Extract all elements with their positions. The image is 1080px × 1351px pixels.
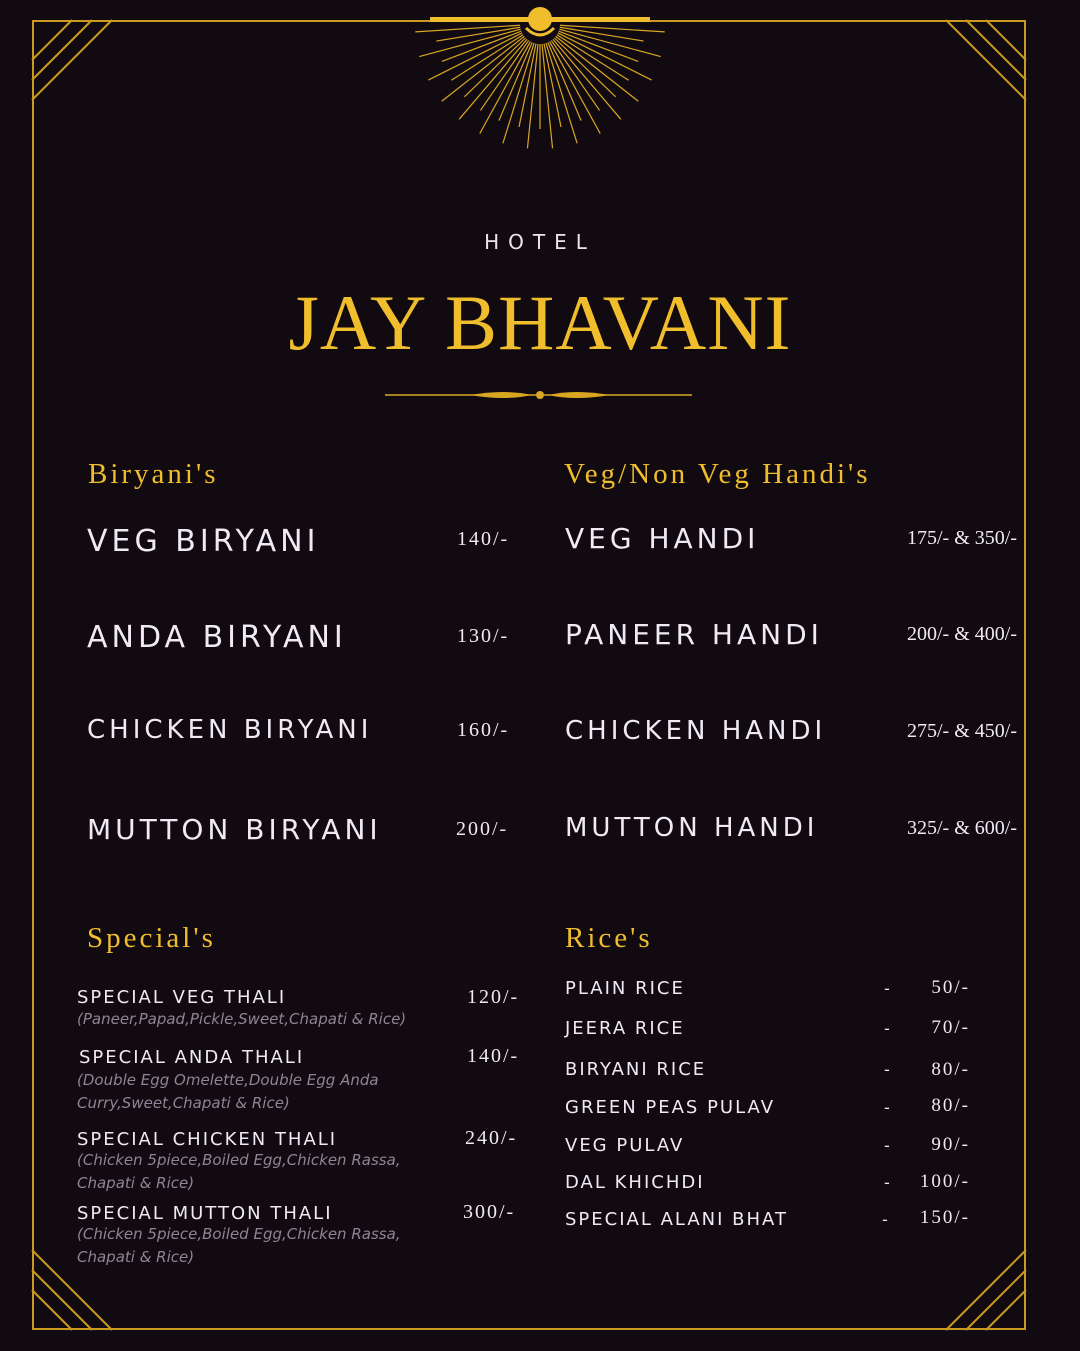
menu-item-name: VEG BIRYANI [87,524,320,559]
rice-item-dash: - [884,1173,890,1192]
sunburst-ray [551,40,599,110]
title-divider [385,391,692,399]
sunburst-ray [415,25,520,32]
menu-item-price: 200/- [456,818,509,840]
menu-item-name: CHICKEN HANDI [565,716,827,746]
rice-item-name: PLAIN RICE [565,978,685,999]
special-item-name: SPECIAL VEG THALI [77,987,287,1008]
sunburst-ray [480,42,531,134]
special-item-description: (Chicken 5piece,Boiled Egg,Chicken Rassa, Chapati & Rice) [77,1151,401,1192]
sunburst-ray [559,31,638,61]
hotel-eyebrow: HOTEL [484,230,596,254]
menu-item-name: CHICKEN BIRYANI [87,715,373,745]
corner-line [32,20,112,100]
rice-item-price: 70/- [931,1017,970,1038]
special-item-price: 300/- [463,1201,516,1223]
menu-item-name: PANEER HANDI [565,618,823,651]
handi-heading: Veg/Non Veg Handi's [564,458,871,490]
menu-item-price: 325/- & 600/- [907,817,1017,839]
sunburst-ray [560,25,665,32]
top-bar [430,17,650,22]
sunburst-ray [480,40,528,110]
menu-item-price: 175/- & 350/- [907,527,1017,549]
menu-item-price: 275/- & 450/- [907,720,1017,742]
menu-item-price: 140/- [457,528,510,550]
special-item-price: 120/- [467,986,520,1008]
corner-line [986,1290,1026,1330]
rice-heading: Rice's [565,922,653,954]
sunburst-ray [442,31,521,61]
menu-item-price: 160/- [457,719,510,741]
rice-item-dash: - [884,1019,890,1038]
rice-item-dash: - [884,1136,890,1155]
rice-item-dash: - [884,979,890,998]
rice-item-name: JEERA RICE [565,1018,685,1039]
sunburst-ray [499,42,532,120]
corner-line [32,20,72,60]
menu-item-price: 130/- [457,625,510,647]
corner-line [946,20,1026,100]
special-item-description: (Paneer,Papad,Pickle,Sweet,Chapati & Rice) [77,1010,407,1028]
corner-line [32,1290,72,1330]
menu-item-name: VEG HANDI [565,522,760,555]
menu-item-name: MUTTON BIRYANI [87,813,382,846]
sunburst-ornament [415,25,665,148]
special-item-description: (Double Egg Omelette,Double Egg Anda Curry,Sweet,Chapati & Rice) [77,1071,379,1112]
restaurant-name: JAY BHAVANI [288,279,792,366]
menu-item-price: 200/- & 400/- [907,623,1017,645]
sunburst-ray [550,42,601,134]
rice-item-dash: - [884,1098,890,1117]
sunburst-ray [548,42,581,120]
rice-item-dash: - [882,1210,888,1229]
corner-line [946,1250,1026,1330]
menu-item-name: ANDA BIRYANI [87,620,347,655]
rice-item-price: 80/- [931,1059,970,1080]
rice-item-price: 90/- [931,1134,970,1155]
special-item-price: 140/- [467,1045,520,1067]
special-item-name: SPECIAL ANDA THALI [79,1047,305,1068]
special-item-name: SPECIAL CHICKEN THALI [77,1129,338,1150]
sunburst-ray [419,29,520,56]
rice-item-name: VEG PULAV [565,1135,685,1156]
menu-item-name: MUTTON HANDI [565,813,819,843]
rice-item-price: 80/- [931,1095,970,1116]
rice-item-name: SPECIAL ALANI BHAT [565,1209,788,1230]
special-item-name: SPECIAL MUTTON THALI [77,1203,333,1224]
rice-item-price: 100/- [919,1171,970,1192]
rice-item-dash: - [884,1060,890,1079]
corner-line [986,20,1026,60]
rice-item-name: DAL KHICHDI [565,1172,705,1193]
rice-item-price: 50/- [931,977,970,998]
special-item-price: 240/- [465,1127,518,1149]
specials-heading: Special's [87,922,216,954]
rice-item-name: BIRYANI RICE [565,1059,707,1080]
biryani-heading: Biryani's [88,458,219,490]
rice-item-price: 150/- [919,1207,970,1228]
rice-item-name: GREEN PEAS PULAV [565,1097,776,1118]
sunburst-ray [559,29,660,56]
special-item-description: (Chicken 5piece,Boiled Egg,Chicken Rassa, Chapati & Rice) [77,1225,401,1266]
